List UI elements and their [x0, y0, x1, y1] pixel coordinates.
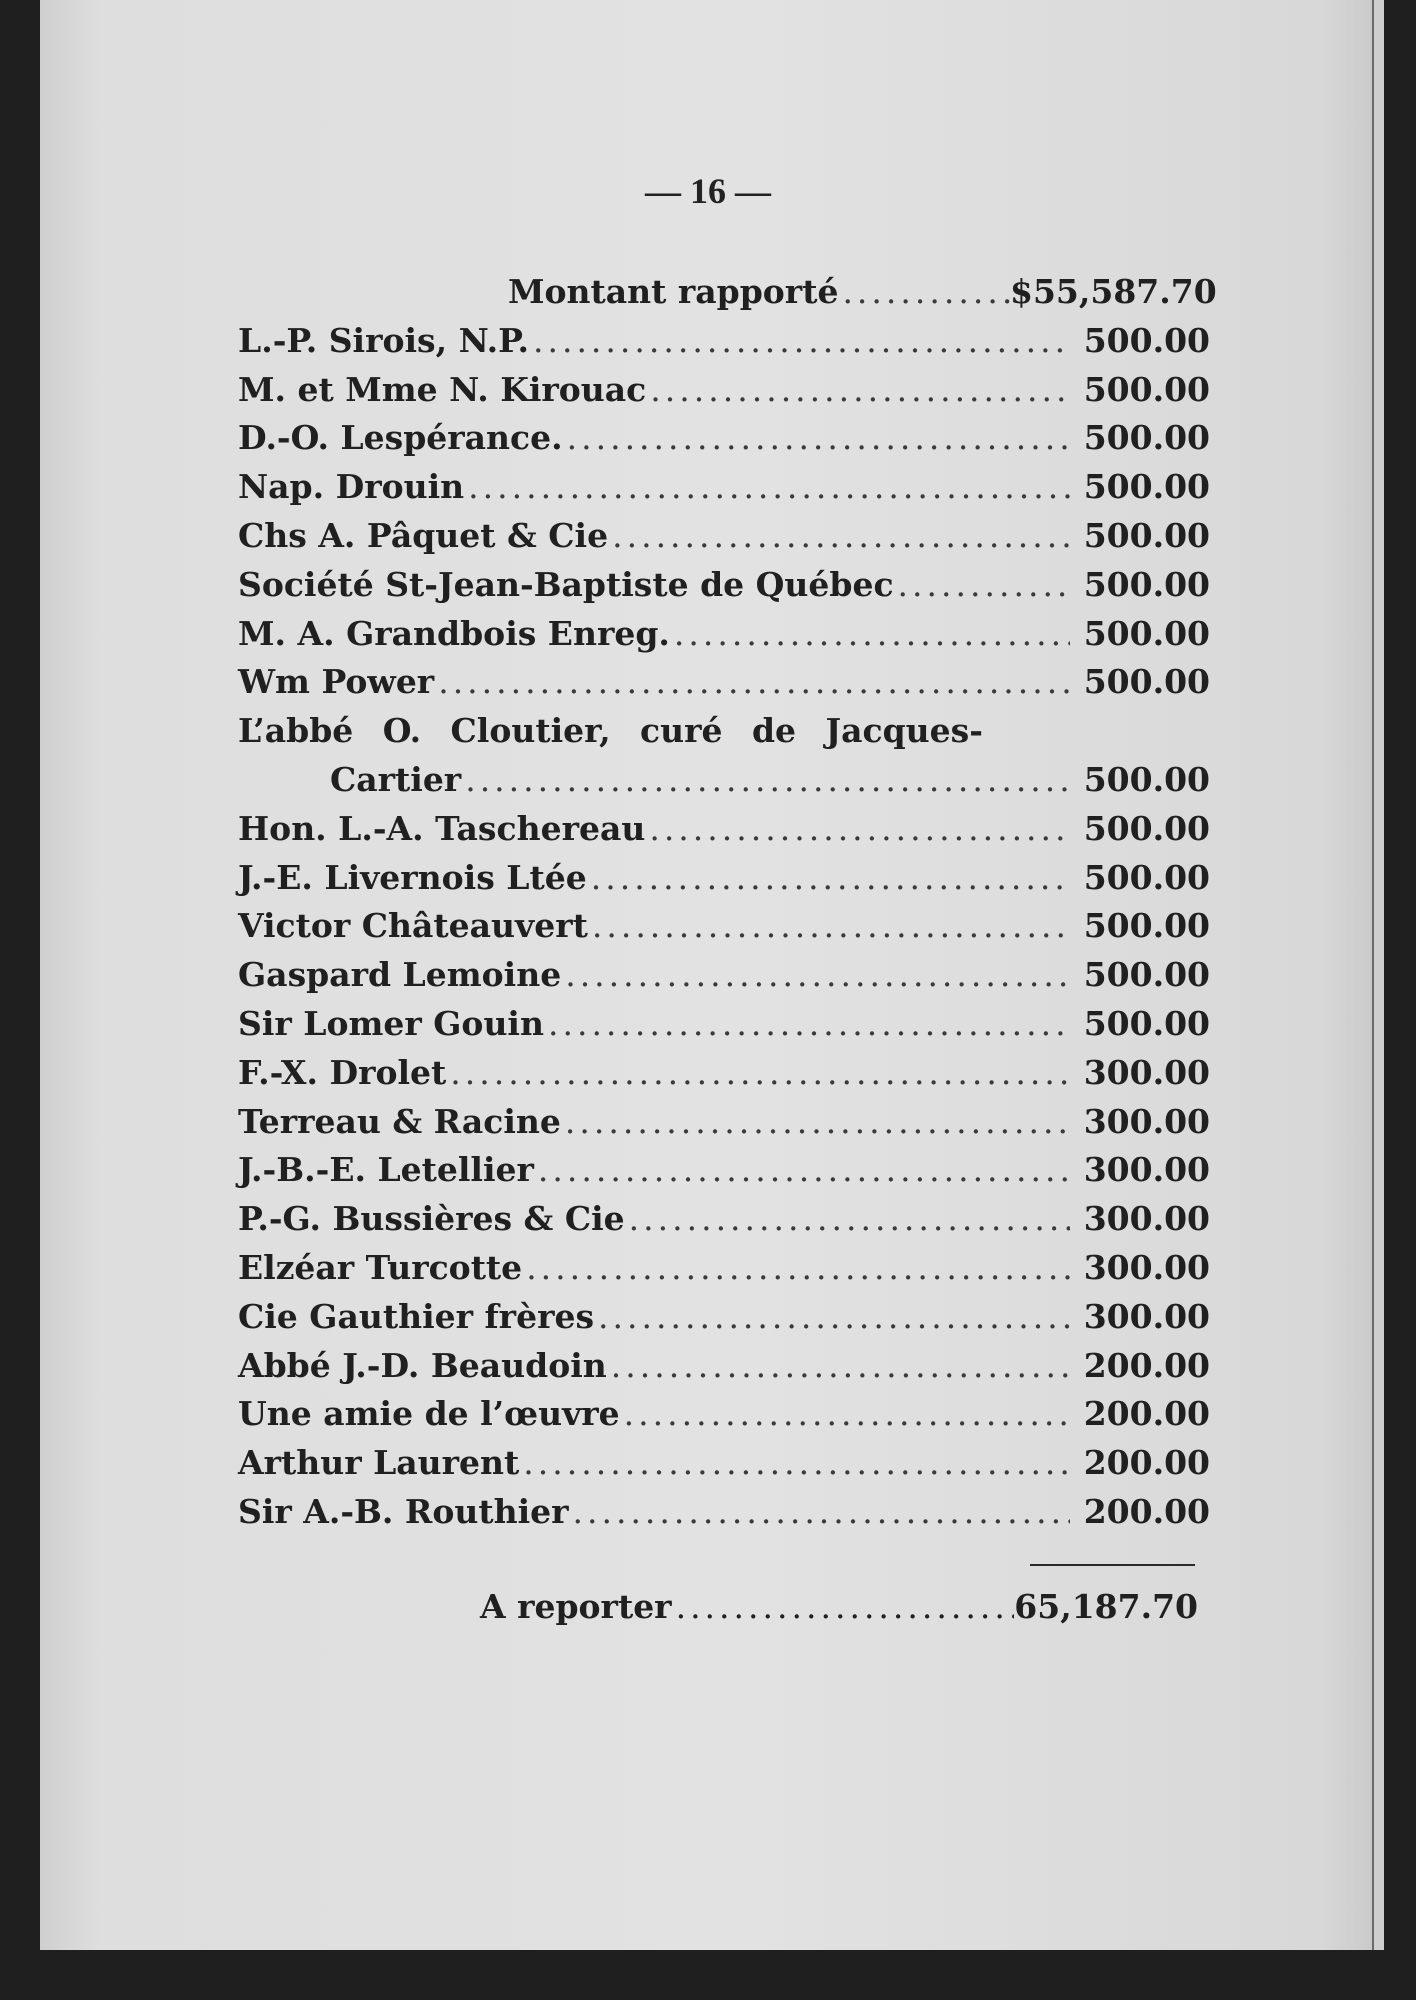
donor-name: Chs A. Pâquet & Cie [238, 515, 609, 555]
paper-edge [1372, 0, 1384, 1950]
donor-name-word: curé [640, 711, 723, 751]
donor-name [238, 707, 983, 756]
total-rule [1030, 1564, 1195, 1566]
donor-name-word: Jacques- [825, 711, 983, 751]
donation-amount: 500.00 [1083, 1003, 1210, 1043]
donor-name: Sir A.-B. Routhier [238, 1491, 569, 1531]
donation-amount: 300.00 [1083, 1296, 1210, 1336]
ledger-row [238, 902, 1210, 951]
dot-leader [434, 658, 1070, 707]
dot-leader [607, 1342, 1070, 1391]
dot-leader [588, 902, 1070, 951]
dot-leader [672, 1582, 1015, 1632]
donation-amount: 500.00 [1083, 906, 1210, 946]
ledger-row [238, 317, 1210, 366]
ledger-row-continuation [238, 756, 1210, 805]
dot-leader [587, 854, 1070, 903]
donation-amount: 300.00 [1083, 1199, 1210, 1239]
donor-name: Arthur Laurent [238, 1443, 520, 1483]
total-amount: 65,187.70 [1014, 1587, 1198, 1626]
dot-leader [522, 1244, 1070, 1293]
donor-name: F.-X. Drolet [238, 1052, 447, 1092]
donor-name-word: Cloutier, [450, 711, 611, 751]
donor-name: Abbé J.-D. Beaudoin [238, 1345, 607, 1385]
donor-name: D.-O. Lespérance. [238, 418, 563, 458]
donation-amount: 500.00 [1083, 613, 1210, 653]
donation-amount: 500.00 [1083, 662, 1210, 702]
carried-forward-label: Montant rapporté [508, 272, 839, 311]
dot-leader [461, 756, 1070, 805]
ledger-row [238, 658, 1210, 707]
dot-leader [894, 561, 1070, 610]
donor-name: M. A. Grandbois Enreg. [238, 613, 670, 653]
ledger-row [238, 1195, 1210, 1244]
donation-amount: 300.00 [1083, 1101, 1210, 1141]
donation-amount: 500.00 [1083, 467, 1210, 507]
ledger-row [238, 414, 1210, 463]
dot-leader [645, 805, 1070, 854]
ledger-row [238, 610, 1210, 659]
dot-leader [670, 610, 1070, 659]
donation-amount: 500.00 [1083, 515, 1210, 555]
donor-name-word: O. [382, 711, 422, 751]
donation-amount: 500.00 [1083, 759, 1210, 799]
donor-name: Nap. Drouin [238, 467, 465, 507]
dot-leader [563, 414, 1070, 463]
ledger-row [238, 707, 1210, 756]
donor-name: Elzéar Turcotte [238, 1247, 523, 1287]
dot-leader [544, 1000, 1070, 1049]
donation-amount: 300.00 [1083, 1247, 1210, 1287]
dot-leader [838, 268, 1010, 317]
donation-amount: 500.00 [1083, 320, 1210, 360]
total-row [480, 1582, 1198, 1632]
donation-amount: 200.00 [1083, 1443, 1210, 1483]
donor-name-continuation: Cartier [330, 759, 462, 799]
ledger-row [238, 1049, 1210, 1098]
donation-amount: 200.00 [1083, 1394, 1210, 1434]
ledger-row [238, 1146, 1210, 1195]
dot-leader [529, 317, 1070, 366]
ledger-row [238, 1244, 1210, 1293]
dot-leader [446, 1049, 1070, 1098]
donation-amount: 300.00 [1083, 1052, 1210, 1092]
dot-leader [561, 951, 1070, 1000]
ledger-row [238, 463, 1210, 512]
donor-name: M. et Mme N. Kirouac [238, 369, 647, 409]
dot-leader [534, 1146, 1070, 1195]
ledger-row [238, 1098, 1210, 1147]
donor-name: Terreau & Racine [238, 1101, 561, 1141]
donor-name: Wm Power [238, 662, 435, 702]
donor-name: Sir Lomer Gouin [238, 1003, 544, 1043]
carried-forward-row [238, 268, 1217, 317]
dot-leader [625, 1195, 1070, 1244]
ledger-row [238, 805, 1210, 854]
donor-name: J.-B.-E. Letellier [238, 1150, 534, 1190]
donation-amount: 500.00 [1083, 808, 1210, 848]
dot-leader [620, 1390, 1070, 1439]
donor-name: Cie Gauthier frères [238, 1296, 595, 1336]
donor-name: Gaspard Lemoine [238, 955, 562, 995]
page-number: — 16 — [645, 171, 771, 211]
ledger-row [238, 561, 1210, 610]
total-label: A reporter [480, 1587, 672, 1626]
ledger-entries [238, 317, 1210, 1537]
donation-amount: 500.00 [1083, 955, 1210, 995]
donation-amount: 500.00 [1083, 369, 1210, 409]
donation-amount: 500.00 [1083, 857, 1210, 897]
ledger-row [238, 366, 1210, 415]
ledger-row [238, 1488, 1210, 1537]
dot-leader [561, 1098, 1070, 1147]
ledger-row [238, 1000, 1210, 1049]
ledger-row [238, 854, 1210, 903]
donor-name: L.-P. Sirois, N.P. [238, 320, 529, 360]
dot-leader [646, 366, 1070, 415]
donor-name: Hon. L.-A. Taschereau [238, 808, 646, 848]
donor-name: Une amie de l’œuvre [238, 1394, 620, 1434]
ledger-row [238, 951, 1210, 1000]
dot-leader [568, 1488, 1070, 1537]
donor-name-word: L’abbé [238, 711, 354, 751]
donation-amount: 200.00 [1083, 1345, 1210, 1385]
dot-leader [594, 1293, 1070, 1342]
donation-amount: 200.00 [1083, 1491, 1210, 1531]
donor-name: J.-E. Livernois Ltée [238, 857, 587, 897]
dot-leader [464, 463, 1070, 512]
ledger-row [238, 1439, 1210, 1488]
donor-name: Victor Châteauvert [238, 906, 588, 946]
donation-ledger [238, 268, 1217, 1537]
dot-leader [608, 512, 1070, 561]
donor-name-word: de [751, 711, 797, 751]
ledger-row [238, 1342, 1210, 1391]
donation-amount: 500.00 [1083, 418, 1210, 458]
dot-leader [519, 1439, 1070, 1488]
donor-name: P.-G. Bussières & Cie [238, 1199, 625, 1239]
ledger-row [238, 1293, 1210, 1342]
ledger-row [238, 1390, 1210, 1439]
carried-forward-amount: $55,587.70 [1010, 272, 1217, 311]
donation-amount: 500.00 [1083, 564, 1210, 604]
donation-amount: 300.00 [1083, 1150, 1210, 1190]
donor-name: Société St-Jean-Baptiste de Québec [238, 564, 894, 604]
ledger-row [238, 512, 1210, 561]
